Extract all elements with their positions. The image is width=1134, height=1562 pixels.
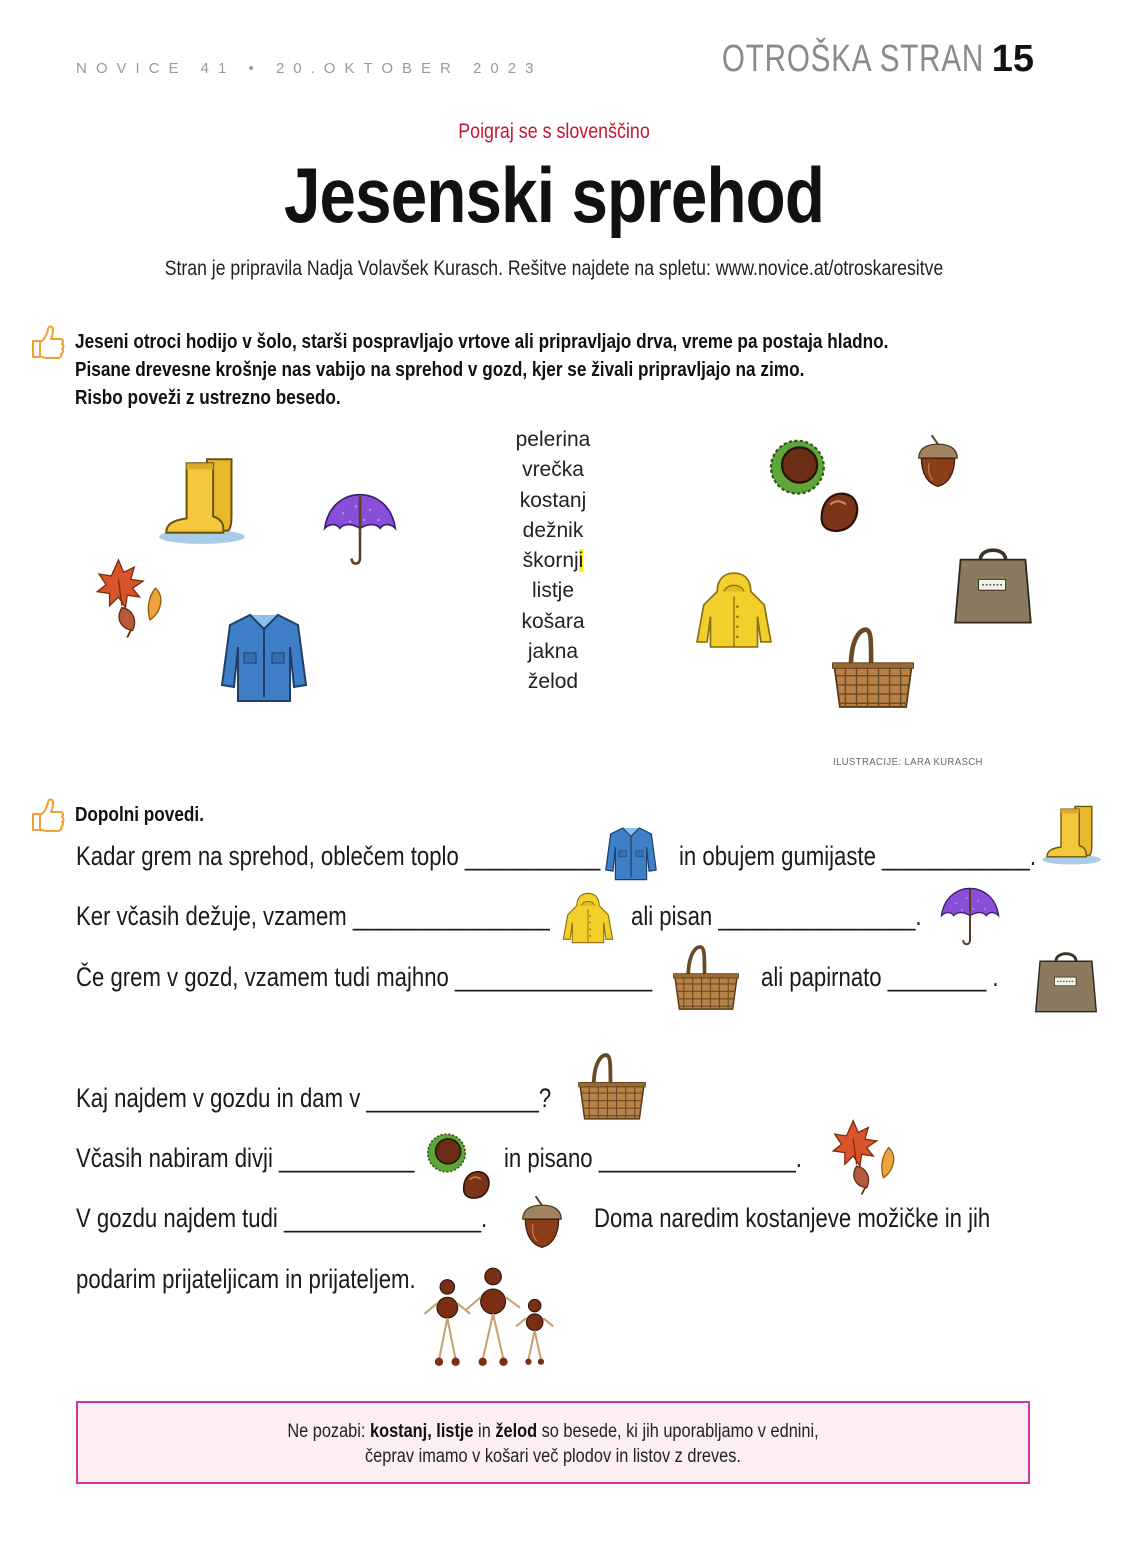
autumn-leaves-icon — [828, 1108, 912, 1204]
raincoat-icon — [560, 884, 616, 952]
reminder-line-1 — [145, 1419, 962, 1444]
word-item: košara — [521, 609, 585, 633]
jacket-icon — [214, 600, 314, 710]
reminder-box — [76, 1401, 1030, 1484]
illustration-credit: ILUSTRACIJE: LARA KURASCH — [833, 756, 983, 768]
task2-heading: Dopolni povedi. — [75, 804, 204, 826]
umbrella-icon — [936, 880, 1004, 954]
boots-icon — [1040, 796, 1110, 870]
task1-line-2: Pisane drevesne krošnje nas vabijo na sprehod v gozd, kjer se živali pripravljajo na zimo. — [75, 359, 805, 381]
chestnut-icon — [414, 1128, 504, 1206]
sentence-6b: Doma naredim kostanjeve možičke in jih — [594, 1203, 991, 1233]
page-title: Jesenski sprehod — [283, 151, 825, 239]
sentence-5a: Včasih nabiram divji ___________ — [76, 1143, 415, 1173]
word-item: vrečka — [522, 458, 584, 482]
acorn-icon — [510, 1180, 574, 1266]
sentence-1b: in obujem gumijaste ____________. — [679, 841, 1036, 871]
basket-icon — [568, 1052, 656, 1128]
sentence-6a: V gozdu najdem tudi ________________. — [76, 1203, 488, 1233]
word-item: dežnik — [522, 518, 584, 542]
reminder-word-1: kostanj, listje — [369, 1421, 474, 1442]
sentence-2b: ali pisan ________________. — [631, 901, 922, 931]
sentence-1a: Kadar grem na sprehod, oblečem toplo ___________ — [76, 841, 601, 871]
credits: Stran je pripravila Nadja Volavšek Kurasch. Rešitve najdete na spletu: www.novice.at/otroskaresitve — [164, 257, 944, 280]
page-number: 15 — [991, 38, 1034, 80]
sentence-3a: Če grem v gozd, vzamem tudi majhno ________________ — [76, 962, 653, 992]
reminder-line-2: čeprav imamo v košari več plodov in listov z dreves. — [365, 1446, 741, 1467]
word-item: jakna — [527, 640, 579, 664]
autumn-leaves-icon — [92, 545, 180, 649]
sentence-5b: in pisano ________________. — [504, 1143, 802, 1173]
word-stem: škornj — [522, 549, 579, 573]
sentence-7: podarim prijateljicam in prijateljem. — [76, 1264, 416, 1294]
reminder-prefix: Ne pozabi: — [287, 1421, 366, 1442]
word-item: želod — [527, 670, 579, 694]
acorn-icon — [906, 416, 970, 508]
basket-icon — [820, 626, 926, 718]
word-item: pelerina — [515, 428, 591, 451]
sentence-2a: Ker včasih dežuje, vzamem ________________ — [76, 901, 550, 931]
jacket-icon — [600, 822, 662, 882]
boots-icon — [156, 445, 258, 551]
task1-line-1: Jeseni otroci hodijo v šolo, starši pospravljajo vrtove ali pripravljajo drva, vreme pa postaja hladno. — [75, 331, 889, 353]
word-item: kostanj — [519, 488, 587, 512]
sentence-3b: ali papirnato ________ . — [761, 962, 999, 992]
word-item: listje — [531, 579, 574, 603]
reminder-rest: so besede, ki jih uporabljamo v ednini, — [541, 1421, 819, 1442]
raincoat-icon — [692, 556, 776, 664]
word-list — [500, 425, 606, 698]
issue-date: NOVICE 41 • 20.OKTOBER 2023 — [76, 60, 543, 77]
section-title: OTROŠKA STRAN — [721, 38, 984, 80]
chestnut-figures-icon — [418, 1264, 564, 1368]
reminder-conj: in — [478, 1421, 491, 1442]
thumbs-up-icon — [28, 795, 68, 835]
umbrella-icon — [318, 482, 402, 578]
word-item — [500, 546, 606, 576]
paper-bag-icon — [1030, 940, 1102, 1020]
chestnut-icon — [752, 432, 878, 542]
paper-bag-icon — [948, 532, 1038, 634]
highlighted-letter: i — [578, 549, 584, 573]
sentence-4: Kaj najdem v gozdu in dam v ______________? — [76, 1083, 552, 1113]
kicker: Poigraj se s slovenščino — [458, 120, 650, 143]
thumbs-up-icon — [28, 322, 68, 362]
basket-icon — [662, 944, 750, 1018]
task1-line-3: Risbo poveži z ustrezno besedo. — [75, 387, 341, 409]
reminder-word-2: želod — [495, 1421, 538, 1442]
